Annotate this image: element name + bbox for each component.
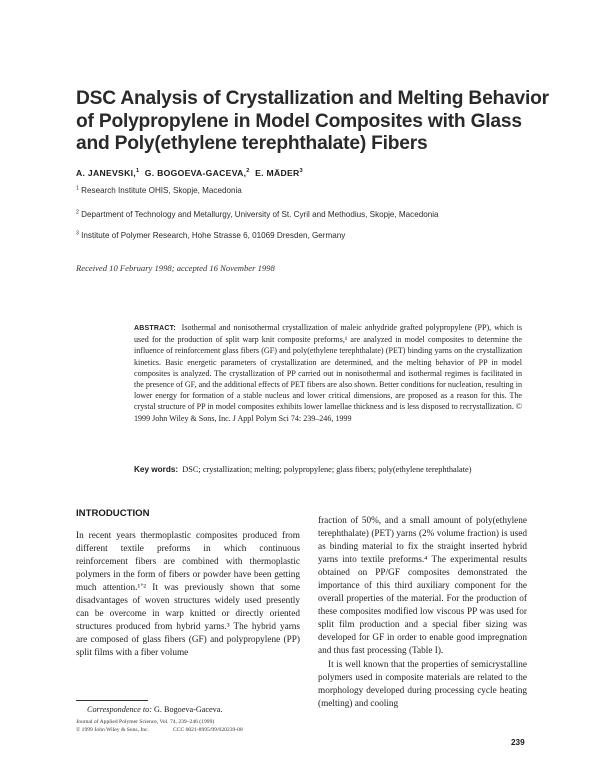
keywords-label: Key words: xyxy=(134,465,179,474)
author-3-sup: 3 xyxy=(299,168,303,175)
keywords xyxy=(134,464,522,476)
footnote-divider xyxy=(76,700,148,701)
intro-right-paragraph-1: fraction of 50%, and a small amount of poly(ethylene terephthalate) (PET) yarns (2% volume fraction) is used as binding material to fix the straight inserted hybrid yarns into textile preforms.⁴ The experimental results obtained on PP/GF composites demonstrated the importance of this third auxiliary component for the overall properties of the material. For the production of these composites modified low viscous PP was used for split film production and a special fiber sizing was developed for GF in order to enable good impregnation and thus fast processing (Table I). xyxy=(318,516,527,657)
correspondence-name: G. Bogoeva-Gaceva. xyxy=(154,705,223,714)
correspondence-label: Correspondence to: xyxy=(87,705,152,714)
affiliation-1 xyxy=(76,186,242,195)
author-list xyxy=(76,168,303,178)
copyright-line: © 1999 John Wiley & Sons, Inc. xyxy=(76,727,149,733)
author-2-sup: 2 xyxy=(246,168,250,175)
correspondence-note xyxy=(87,705,222,714)
author-1-sup: 1 xyxy=(135,168,140,175)
intro-left-column: In recent years thermoplastic composites produced from different textile preforms in which continuous reinforcement fibers are combined with thermoplastic polymers in the form of fibers or powder have been getting much attention.¹ʼ² It was previously shown that some disadvantages of woven structures widely used presently can be overcome in warp knitted or directly oriented structures produced from hybrid yarns.³ The hybrid yarns are composed of glass fibers (GF) and polypropylene (PP) split films with a fiber volume xyxy=(76,531,300,659)
abstract xyxy=(134,322,522,424)
received-dates: Received 10 February 1998; accepted 16 November 1998 xyxy=(76,263,275,273)
intro-right-paragraph-2: It is well known that the properties of semicrystalline polymers used in composite materials are related to the morphology developed during processing cycle heating (melting) and cooling xyxy=(318,659,527,709)
intro-right-column xyxy=(318,515,527,711)
ccc-code: CCC 0021-8995/99/020239-08 xyxy=(173,727,243,733)
affiliation-3-text: Institute of Polymer Research, Hohe Strasse 6, 01069 Dresden, Germany xyxy=(81,231,346,240)
author-3: E. MÄDER xyxy=(255,168,300,178)
affiliation-2 xyxy=(76,210,439,219)
affiliation-2-num: 2 xyxy=(76,209,79,216)
affiliation-3 xyxy=(76,231,345,240)
affiliation-2-text: Department of Technology and Metallurgy, University of St. Cyril and Methodius, Skopje, Macedonia xyxy=(81,210,439,219)
keywords-text: DSC; crystallization; melting; polypropylene; glass fibers; poly(ethylene terephthalate) xyxy=(182,465,472,474)
abstract-text: Isothermal and nonisothermal crystallization of maleic anhydride grafted polypropylene (PP), which is used for the production of split warp knit composite preforms,¹ are analyzed in model composites to determine the influence of reinforcement glass fibers (GF) and poly(ethylene terephthalate) (PET) binding yarns on the crystallization kinetics. Basic energetic parameters of crystallization are determined, and the melting behavior of PP in model composites is analyzed. The crystallization of PP carried out in nonisothermal and isothermal regimes is facilitated in the presence of GF, and the additional effects of PET fibers are also shown. Better conditions for nucleation, resulting in lower energy for formation of a stable nucleus and lower critical dimensions, are proposed as a reason for this. The crystal structure of PP in model composites exhibits lower lamellae thickness and is less disposed to recrystallization. © 1999 John Wiley & Sons, Inc. J Appl Polym Sci 74: 239–246, 1999 xyxy=(134,323,522,423)
abstract-label: ABSTRACT: xyxy=(134,325,176,332)
author-2: G. BOGOEVA-GACEVA, xyxy=(144,168,247,178)
article-title: DSC Analysis of Crystallization and Melting Behavior of Polypropylene in Model Composites with Glass and Poly(ethylene terephthalate) Fibers xyxy=(76,88,549,154)
page-number: 239 xyxy=(511,738,525,747)
journal-citation: Journal of Applied Polymer Science, Vol. 74, 239–246 (1999) xyxy=(76,719,215,725)
author-1: A. JANEVSKI, xyxy=(76,168,136,178)
affiliation-1-num: 1 xyxy=(76,185,79,192)
section-heading-introduction: INTRODUCTION xyxy=(76,508,150,519)
affiliation-3-num: 3 xyxy=(76,230,79,237)
affiliation-1-text: Research Institute OHIS, Skopje, Macedonia xyxy=(81,186,242,195)
